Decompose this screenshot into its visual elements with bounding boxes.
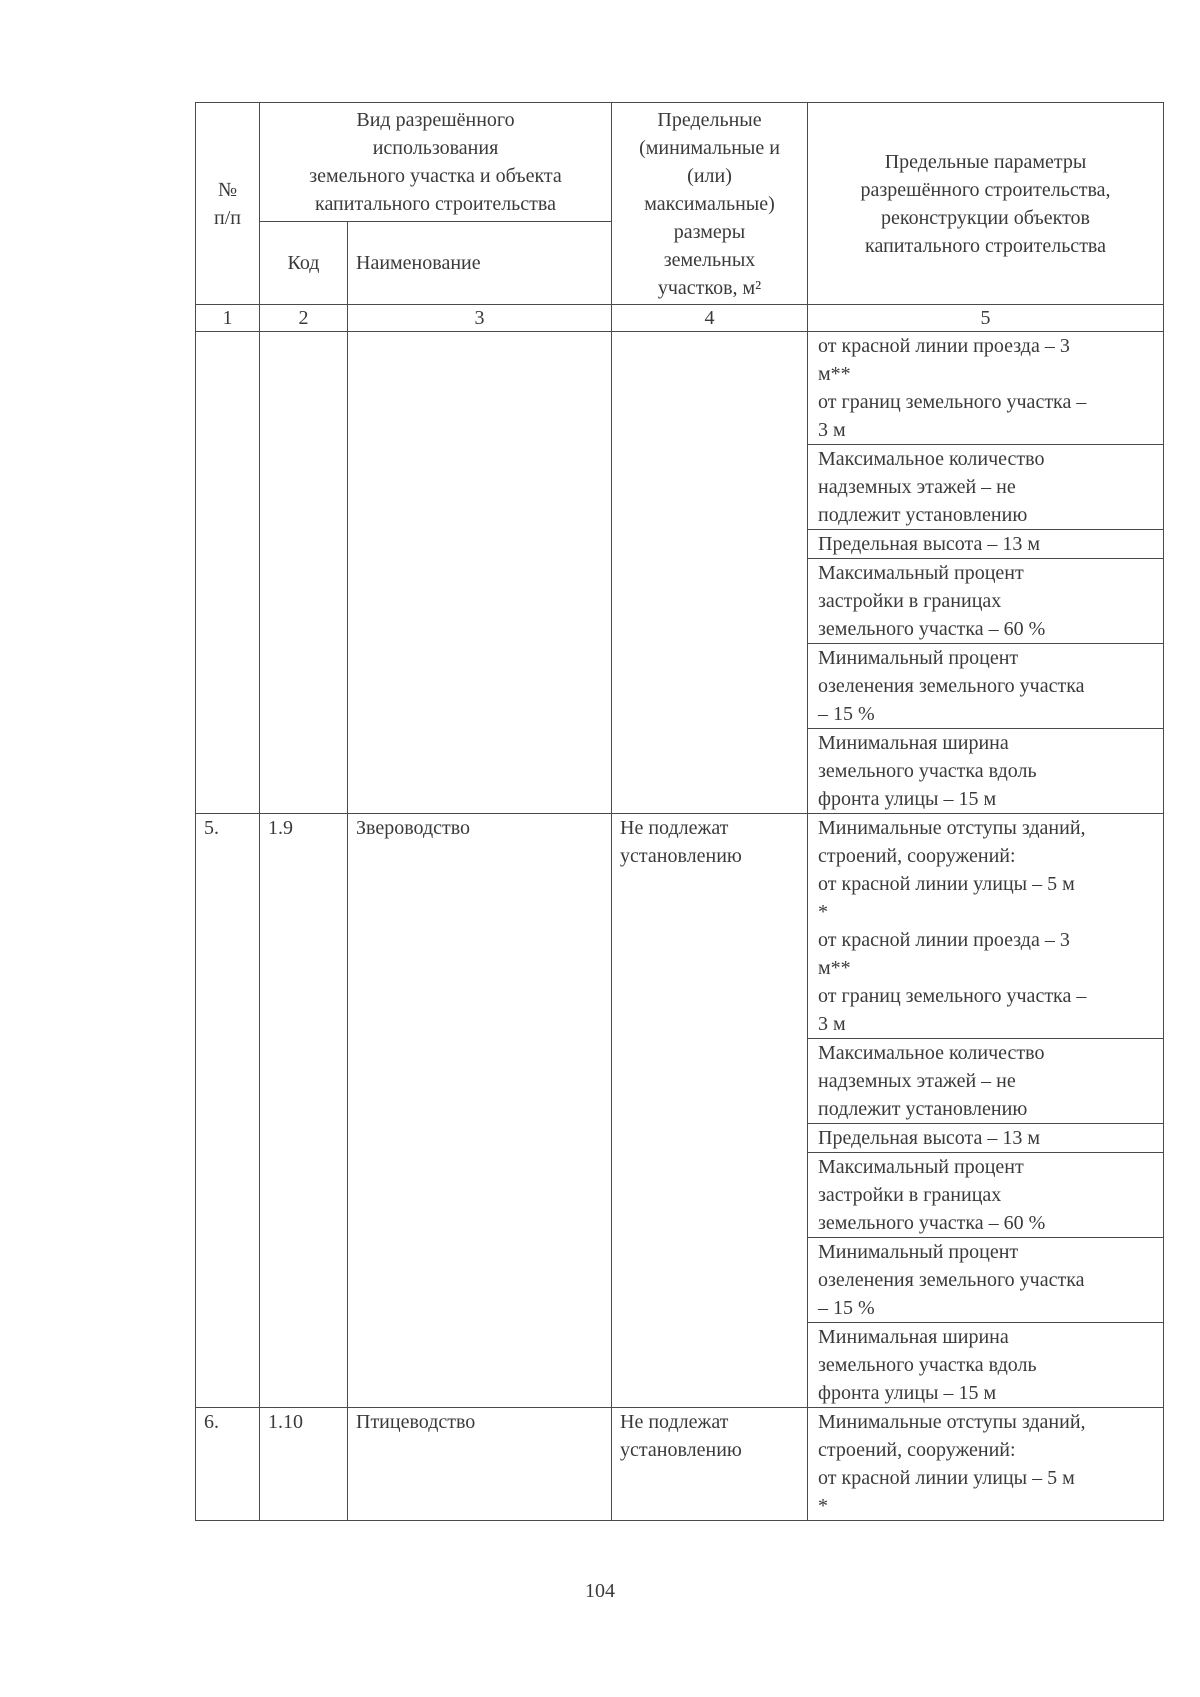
cell-params [808,332,1164,814]
cell-name: Птицеводство [348,1408,612,1521]
params-stack [808,814,1163,1407]
col-num-5: 5 [808,305,1164,332]
param-block: Максимальный процент застройки в границах земельного участка – 60 % [808,1152,1163,1237]
header-num: № п/п [196,103,260,305]
header-name: Наименование [348,222,612,305]
cell-num [196,332,260,814]
header-params: Предельные параметры разрешённого строительства, реконструкции объектов капитального строительства [808,103,1164,305]
param-block: Минимальные отступы зданий, строений, сооружений: от красной линии улицы – 5 м * [818,1411,1086,1517]
header-row-1 [196,103,1164,222]
table-row-continued [196,332,1164,814]
cell-sizes: Не подлежат установлению [612,814,808,1408]
cell-name [348,332,612,814]
cell-name: Звероводство [348,814,612,1408]
cell-num: 6. [196,1408,260,1521]
header-sizes: Предельные (минимальные и (или) максимальные) размеры земельных участков, м² [612,103,808,305]
param-block: Максимальный процент застройки в границах земельного участка – 60 % [808,558,1163,643]
param-block: от красной линии проезда – 3 м** от границ земельного участка – 3 м [818,335,1087,441]
page-number: 104 [585,1580,615,1602]
param-block: Минимальная ширина земельного участка вдоль фронта улицы – 15 м [808,1322,1163,1407]
cell-params [808,1408,1164,1521]
col-num-3: 3 [348,305,612,332]
column-numbers-row [196,305,1164,332]
col-num-1: 1 [196,305,260,332]
cell-params [808,814,1164,1408]
cell-sizes [612,332,808,814]
table-row [196,814,1164,1408]
cell-code [260,332,348,814]
header-code: Код [260,222,348,305]
param-block: Минимальный процент озеленения земельного участка – 15 % [808,1237,1163,1322]
param-block: Максимальное количество надземных этажей – не подлежит установлению [808,1038,1163,1123]
col-num-4: 4 [612,305,808,332]
param-block: Минимальные отступы зданий, строений, сооружений: от красной линии улицы – 5 м * от красной линии проезда – 3 м** от границ земельного участка – 3 м [818,817,1087,1035]
cell-sizes: Не подлежат установлению [612,1408,808,1521]
col-num-2: 2 [260,305,348,332]
regulations-table [195,102,1164,1521]
table-row [196,1408,1164,1521]
cell-code: 1.9 [260,814,348,1408]
param-block: Предельная высота – 13 м [808,529,1163,558]
param-block: Минимальный процент озеленения земельного участка – 15 % [808,643,1163,728]
header-vid: Вид разрешённого использования земельного участка и объекта капитального строительства [260,103,612,222]
param-block: Максимальное количество надземных этажей – не подлежит установлению [808,444,1163,529]
params-stack [808,332,1163,813]
param-block: Предельная высота – 13 м [808,1123,1163,1152]
params-stack [808,1408,1163,1520]
param-block: Минимальная ширина земельного участка вдоль фронта улицы – 15 м [808,728,1163,813]
cell-code: 1.10 [260,1408,348,1521]
cell-num: 5. [196,814,260,1408]
